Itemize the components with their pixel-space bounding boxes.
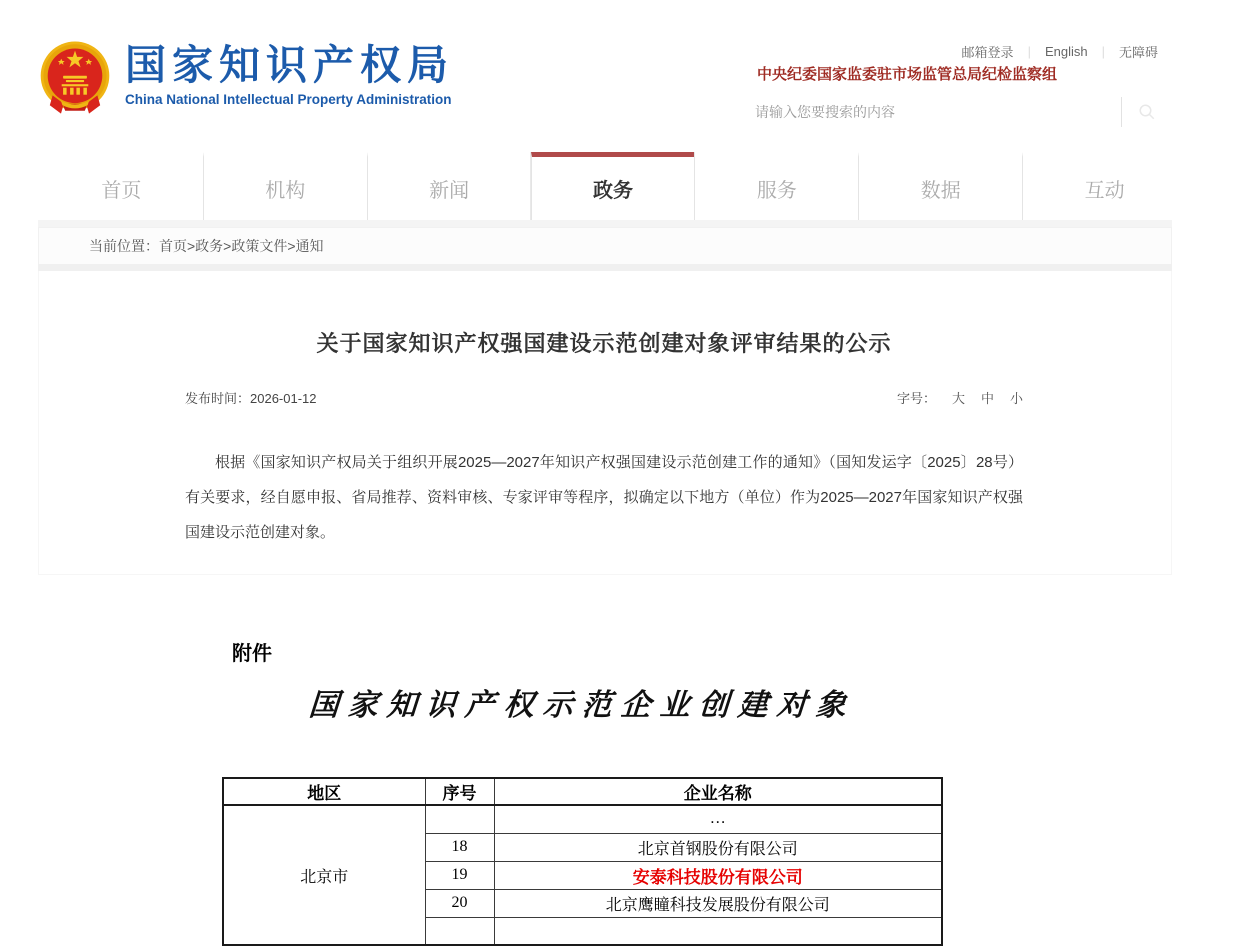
main-nav	[40, 152, 1186, 220]
attachment-label: 附件	[232, 643, 272, 665]
table-header-1: 序号	[425, 778, 494, 805]
region-cell: 北京市	[223, 805, 425, 945]
article-paragraph: 根据《国家知识产权局关于组织开展2025—2027年知识产权强国建设示范创建工作的通知》（国知发运字〔2025〕28号）有关要求，经自愿申报、省局推荐、资料审核、专家评审等程序，拟确定以下地方（单位）作为2025—2027年国家知识产权强国建设示范创建对象。	[185, 454, 1023, 541]
nav-tab-数据[interactable]: 数据	[858, 152, 1022, 220]
top-links: 邮箱登录 | English | 无障碍	[948, 42, 1172, 61]
site-header	[0, 0, 1241, 152]
company-cell: 北京首钢股份有限公司	[494, 833, 942, 861]
search-box	[755, 96, 1172, 128]
font-size-switcher	[897, 388, 1023, 407]
top-link-0[interactable]: 邮箱登录	[961, 45, 1014, 60]
site-title-english: China National Intellectual Property Administration	[125, 92, 452, 108]
font-size-label: 字号：	[896, 391, 936, 406]
article-meta	[185, 388, 1023, 407]
serial-cell: 18	[425, 833, 494, 861]
company-cell: 北京鹰瞳科技发展股份有限公司	[494, 889, 942, 917]
font-size-option-0[interactable]: 大	[951, 391, 965, 406]
table-row	[223, 805, 942, 833]
breadcrumb-path[interactable]: 首页>政务>政策文件>通知	[159, 238, 324, 254]
attachment-section	[222, 637, 942, 946]
nav-tab-首页[interactable]: 首页	[101, 180, 142, 202]
font-size-option-1[interactable]: 中	[980, 391, 994, 406]
breadcrumb	[38, 227, 1172, 264]
attachment-calligraphy-title: 国家知识产权示范企业创建对象	[307, 688, 856, 723]
company-cell: …	[494, 805, 942, 833]
top-link-1[interactable]: English	[1044, 44, 1088, 59]
font-size-option-2[interactable]: 小	[1009, 391, 1023, 406]
divider-band-top	[38, 220, 1172, 227]
serial-cell: 20	[425, 889, 494, 917]
national-emblem-icon	[40, 40, 110, 120]
site-title: 国家知识产权局	[125, 42, 454, 88]
nav-tab-服务[interactable]: 服务	[694, 152, 858, 220]
supervision-link[interactable]: 中央纪委国家监委驻市场监管总局纪检监察组	[757, 66, 1058, 83]
search-button[interactable]	[1122, 96, 1172, 128]
nav-tab-互动[interactable]: 互动	[1022, 152, 1186, 220]
site-logo[interactable]	[40, 40, 454, 120]
table-header-0: 地区	[223, 778, 425, 805]
breadcrumb-prefix: 当前位置：	[89, 238, 159, 254]
nav-tab-政务[interactable]: 政务	[531, 152, 695, 220]
nav-tab-机构[interactable]: 机构	[203, 152, 367, 220]
nav-tab-新闻[interactable]: 新闻	[367, 152, 531, 220]
article-card	[38, 271, 1172, 575]
company-cell: 安泰科技股份有限公司	[494, 861, 942, 889]
serial-cell: 19	[425, 861, 494, 889]
main-content	[0, 271, 1241, 946]
top-link-2[interactable]: 无障碍	[1118, 45, 1158, 60]
search-input[interactable]	[755, 97, 1121, 127]
publish-date-label: 发布时间：	[185, 391, 251, 406]
serial-cell	[425, 805, 494, 833]
divider-band-bottom	[38, 264, 1172, 271]
publish-date-value: 2026-01-12	[250, 391, 317, 406]
enterprise-table	[222, 777, 943, 946]
search-icon	[1138, 103, 1156, 121]
table-header-2: 企业名称	[494, 778, 942, 805]
article-title: 关于国家知识产权强国建设示范创建对象评审结果的公示	[316, 331, 892, 356]
publish-date	[185, 388, 317, 407]
